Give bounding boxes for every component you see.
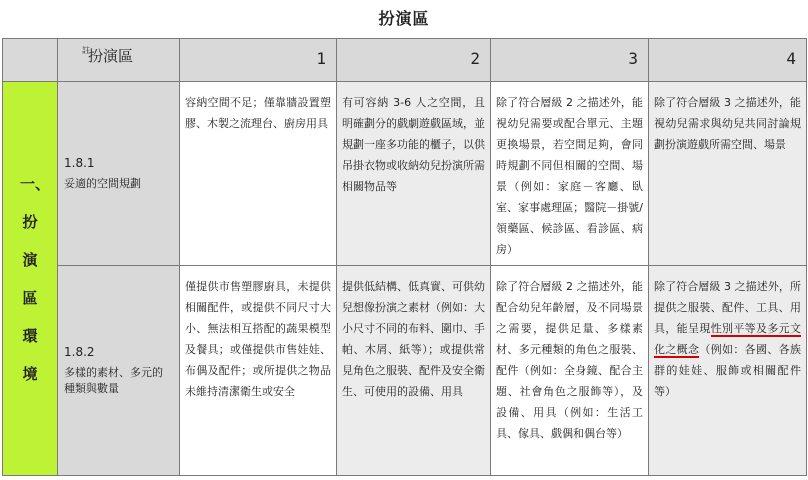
subitem-cell: [58, 82, 180, 266]
header-row: [3, 39, 807, 82]
criterion-cell: 容納空間不足；僅靠牆設置塑膠、木製之流理台、廚房用具: [180, 82, 337, 266]
criterion-cell: 除了符合層級 2 之描述外，能視幼兒需要或配合單元、主題更換場景，若空間足夠，會同時規劃不同但相關的空間、場景（例如：家庭－客廳、臥室、家事處理區；醫院－掛號/領藥區、候診區、看診區、病房）: [491, 82, 649, 266]
level-3-label: 3: [628, 49, 638, 68]
criterion-cell: 僅提供市售塑膠廚具，未提供相關配件，或提供不同尺寸大小、無法相互搭配的蔬果模型及餐具；或僅提供市售娃娃、布偶及配件；或所提供之物品未維持清潔衛生或安全: [180, 266, 337, 476]
level-1-label: 1: [316, 49, 326, 68]
subitem-name: 多樣的素材、多元的種類與數量: [64, 365, 163, 395]
header-area-cell: [58, 39, 180, 82]
level-4-label: 4: [786, 49, 796, 68]
footnote-mark: 註: [82, 46, 90, 55]
header-corner: [3, 39, 58, 82]
criterion-cell: 除了符合層級 3 之描述外，能視幼兒需求與幼兒共同討論規劃扮演遊戲所需空間、場景: [649, 82, 807, 266]
header-level-4: [649, 39, 807, 82]
level-2-label: 2: [470, 49, 480, 68]
category-cell: [3, 82, 58, 476]
subitem-name: 妥適的空間規劃: [64, 176, 141, 190]
header-level-3: [491, 39, 649, 82]
subitem-code: 1.8.1: [64, 155, 95, 170]
subitem-code: 1.8.2: [64, 344, 95, 359]
table-row: [3, 266, 807, 476]
highlighted-concept: 性別平等及多元文化之概念: [654, 322, 802, 356]
page-title: 扮演區: [378, 9, 430, 28]
criterion-text: （例如：各國、各族群的娃娃、服飾或相關配件等）: [654, 343, 802, 398]
subitem-cell: [58, 266, 180, 476]
table-row: [3, 82, 807, 266]
header-level-1: [180, 39, 337, 82]
criterion-cell: [649, 266, 807, 476]
category-label: 一、扮演區環境: [20, 174, 51, 383]
criterion-cell: 除了符合層級 2 之描述外，能配合幼兒年齡層，及不同場景之需要，提供足量、多樣素材、多元種類的角色之服裝、配件（例如：全身鏡、配合主題、社會角色之服飾等），及設備、用具（例如：生活工具、傢具、戲偶和偶台等）: [491, 266, 649, 476]
header-area-text: 扮演區: [88, 47, 134, 65]
criterion-text: 除了符合層級 3 之描述外，所提供之服裝、配件、工具、用具，能呈現: [654, 280, 801, 335]
criterion-cell: 有可容納 3-6 人之空間，且明確劃分的戲劇遊戲區域，並規劃一座多功能的櫃子，以供吊掛衣物或收納幼兒扮演所需相關物品等: [337, 82, 491, 266]
header-area-label: [58, 39, 179, 66]
rubric-table: [2, 38, 807, 476]
criterion-cell: 提供低結構、低真實、可供幼兒想像扮演之素材（例如：大小尺寸不同的布料、圍巾、手帕、木屑、紙等）；或提供常見角色之服裝、配件及安全衛生、可使用的設備、用具: [337, 266, 491, 476]
header-level-2: [337, 39, 491, 82]
